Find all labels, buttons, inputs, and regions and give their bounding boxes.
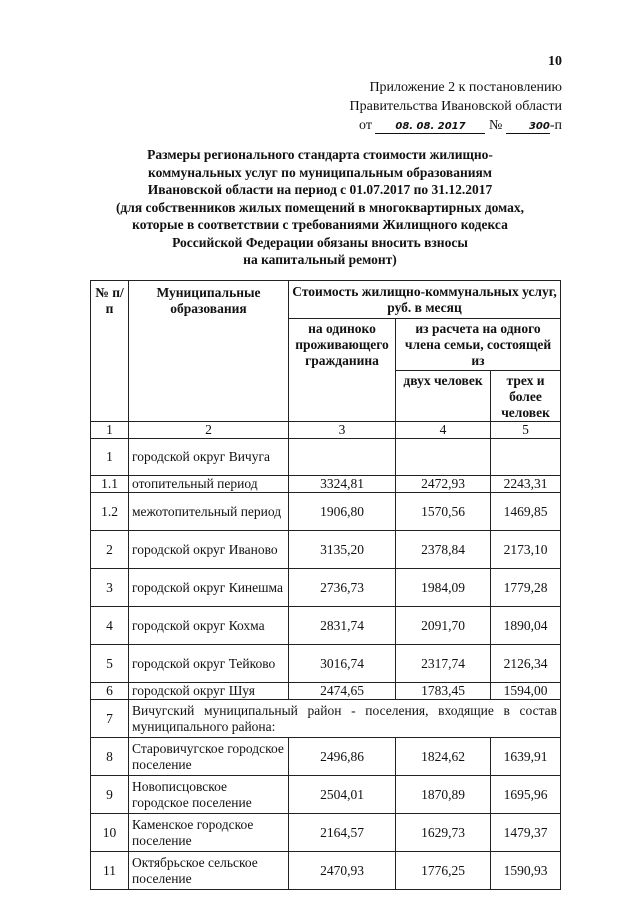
row-name: Новописцовское городское поселение [129, 776, 289, 814]
row-name: городской округ Иваново [129, 531, 289, 569]
table-row [91, 645, 561, 683]
value-three: 1695,96 [491, 776, 561, 814]
document-title [90, 146, 550, 269]
value-single: 2470,93 [289, 852, 396, 890]
value-single: 2504,01 [289, 776, 396, 814]
value-two: 1824,62 [396, 738, 491, 776]
value-two: 1776,25 [396, 852, 491, 890]
row-number: 2 [91, 531, 129, 569]
title-line: Ивановской области на период с 01.07.2017 по 31.12.2017 [147, 182, 493, 197]
from-label: от [359, 118, 372, 133]
row-name: Октябрьское сельское поселение [129, 852, 289, 890]
row-number: 7 [91, 700, 129, 738]
table-row [91, 439, 561, 476]
title-line: на капитальный ремонт) [243, 252, 397, 267]
col-number: 1 [91, 422, 129, 439]
row-name: городской округ Вичуга [129, 439, 289, 476]
value-three: 1590,93 [491, 852, 561, 890]
column-number-row [91, 422, 561, 439]
handwritten-date: 08. 08. 2017 [375, 121, 485, 134]
row-number: 1 [91, 439, 129, 476]
value-single: 2831,74 [289, 607, 396, 645]
value-three [491, 439, 561, 476]
value-two: 1984,09 [396, 569, 491, 607]
value-single: 3135,20 [289, 531, 396, 569]
title-line: которые в соответствии с требованиями Жилищного кодекса [132, 217, 508, 232]
value-single: 3324,81 [289, 476, 396, 493]
table-row [91, 814, 561, 852]
appendix-line-3 [350, 116, 562, 135]
row-name: городской округ Тейково [129, 645, 289, 683]
appendix-header [350, 78, 562, 135]
value-single: 2496,86 [289, 738, 396, 776]
value-two: 1570,56 [396, 493, 491, 531]
row-number: 4 [91, 607, 129, 645]
col-number: 5 [491, 422, 561, 439]
table-row [91, 493, 561, 531]
value-single: 1906,80 [289, 493, 396, 531]
row-number: 11 [91, 852, 129, 890]
table-row [91, 569, 561, 607]
col-number: 3 [289, 422, 396, 439]
value-three: 2126,34 [491, 645, 561, 683]
page-number: 10 [548, 54, 562, 69]
header-three: трех и более человек [491, 371, 561, 422]
row-number: 5 [91, 645, 129, 683]
title-line: коммунальных услуг по муниципальным образованиям [147, 164, 493, 180]
table-row [91, 738, 561, 776]
value-two: 1783,45 [396, 683, 491, 700]
cost-table [90, 280, 561, 890]
title-line: Российской Федерации обязаны вносить взносы [172, 234, 468, 250]
row-number: 6 [91, 683, 129, 700]
header-name: Муниципальные образования [129, 281, 289, 422]
value-single: 2474,65 [289, 683, 396, 700]
value-three: 2243,31 [491, 476, 561, 493]
table-row [91, 776, 561, 814]
value-two [396, 439, 491, 476]
row-number: 1.1 [91, 476, 129, 493]
value-three: 1469,85 [491, 493, 561, 531]
row-name: городской округ Кохма [129, 607, 289, 645]
header-single: на одиноко проживающего гражданина [289, 319, 396, 422]
row-number: 9 [91, 776, 129, 814]
row-name: отопительный период [129, 476, 289, 493]
value-single [289, 439, 396, 476]
header-num: № п/п [91, 281, 129, 422]
value-two: 1629,73 [396, 814, 491, 852]
number-label: № [488, 118, 503, 133]
value-two: 2378,84 [396, 531, 491, 569]
row-number: 10 [91, 814, 129, 852]
table-row [91, 476, 561, 493]
value-three: 1594,00 [491, 683, 561, 700]
table-row [91, 607, 561, 645]
header-two: двух человек [396, 371, 491, 422]
row-number: 8 [91, 738, 129, 776]
row-number: 1.2 [91, 493, 129, 531]
col-number: 4 [396, 422, 491, 439]
table-row [91, 700, 561, 738]
table-row [91, 683, 561, 700]
value-single: 2164,57 [289, 814, 396, 852]
value-two: 2317,74 [396, 645, 491, 683]
header-cost: Стоимость жилищно-коммунальных услуг, руб. в месяц [289, 281, 561, 319]
row-name: городской округ Шуя [129, 683, 289, 700]
value-two: 1870,89 [396, 776, 491, 814]
row-number: 3 [91, 569, 129, 607]
row-name: Вичугский муниципальный район - поселения, входящие в состав муниципального района: [129, 700, 561, 738]
appendix-line-1: Приложение 2 к постановлению [369, 80, 562, 95]
value-three: 1639,91 [491, 738, 561, 776]
col-number: 2 [129, 422, 289, 439]
table-row [91, 852, 561, 890]
header-family: из расчета на одного члена семьи, состоящей из [396, 319, 561, 371]
title-line: Размеры регионального стандарта стоимости жилищно- [147, 147, 493, 162]
number-suffix: -п [549, 118, 562, 133]
title-line: (для собственников жилых помещений в многоквартирных домах, [115, 199, 525, 215]
row-name: Старовичугское городское поселение [129, 738, 289, 776]
value-three: 1890,04 [491, 607, 561, 645]
row-name: Каменское городское поселение [129, 814, 289, 852]
value-three: 1479,37 [491, 814, 561, 852]
appendix-line-2: Правительства Ивановской области [349, 99, 562, 114]
handwritten-number: 300 [506, 121, 550, 134]
row-name: городской округ Кинешма [129, 569, 289, 607]
value-three: 2173,10 [491, 531, 561, 569]
value-single: 3016,74 [289, 645, 396, 683]
row-name: межотопительный период [129, 493, 289, 531]
value-two: 2091,70 [396, 607, 491, 645]
table-row [91, 531, 561, 569]
value-two: 2472,93 [396, 476, 491, 493]
value-three: 1779,28 [491, 569, 561, 607]
value-single: 2736,73 [289, 569, 396, 607]
